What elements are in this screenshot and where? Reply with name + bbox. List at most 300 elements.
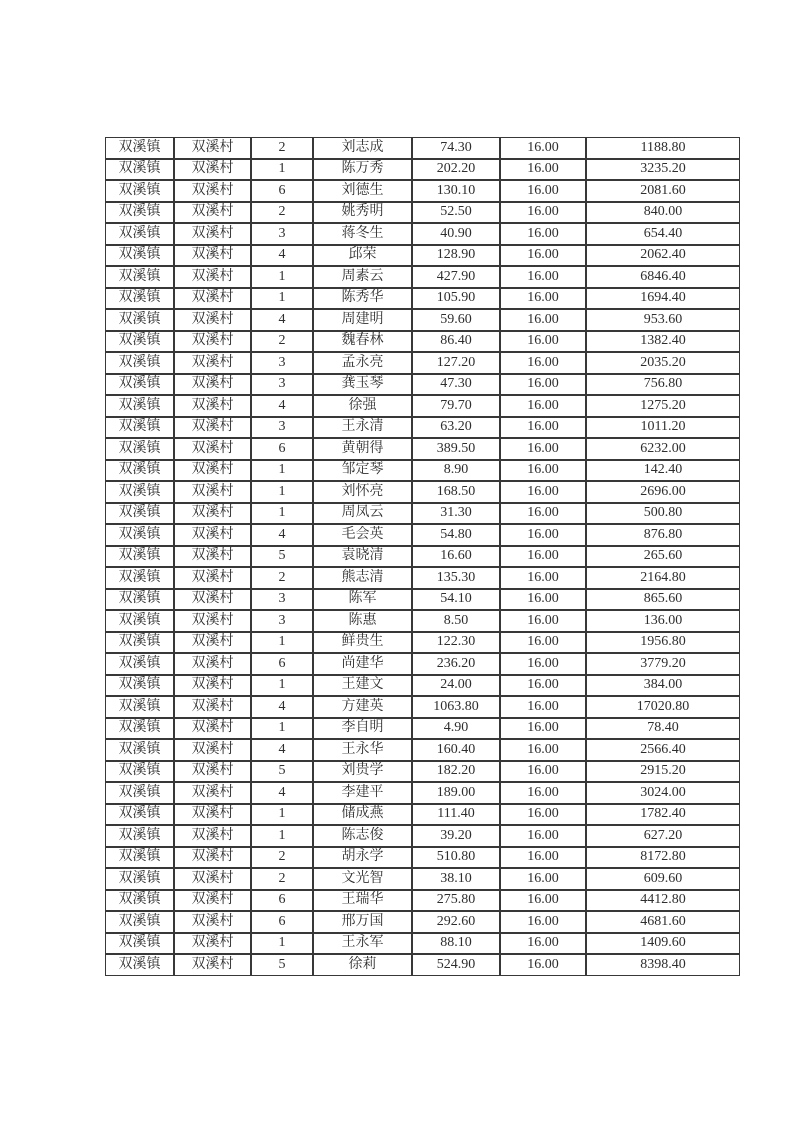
cell-town: 双溪镇	[105, 954, 174, 976]
cell-village: 双溪村	[174, 438, 251, 460]
table-row	[105, 438, 740, 460]
cell-household-count: 5	[251, 954, 313, 976]
cell-village: 双溪村	[174, 288, 251, 310]
cell-household-count: 6	[251, 911, 313, 933]
cell-village: 双溪村	[174, 503, 251, 525]
cell-town: 双溪镇	[105, 739, 174, 761]
cell-village: 双溪村	[174, 202, 251, 224]
table-row	[105, 761, 740, 783]
cell-total: 756.80	[586, 374, 740, 396]
cell-amount: 63.20	[412, 417, 500, 439]
table-row	[105, 524, 740, 546]
cell-rate: 16.00	[500, 782, 586, 804]
cell-town: 双溪镇	[105, 352, 174, 374]
table-row	[105, 417, 740, 439]
table-row	[105, 567, 740, 589]
cell-town: 双溪镇	[105, 202, 174, 224]
cell-amount: 74.30	[412, 137, 500, 159]
cell-amount: 88.10	[412, 933, 500, 955]
cell-name: 王瑞华	[313, 890, 412, 912]
cell-village: 双溪村	[174, 331, 251, 353]
cell-rate: 16.00	[500, 180, 586, 202]
table-row	[105, 933, 740, 955]
cell-rate: 16.00	[500, 675, 586, 697]
cell-rate: 16.00	[500, 245, 586, 267]
cell-rate: 16.00	[500, 137, 586, 159]
cell-amount: 8.90	[412, 460, 500, 482]
cell-name: 陈惠	[313, 610, 412, 632]
cell-household-count: 1	[251, 933, 313, 955]
cell-amount: 127.20	[412, 352, 500, 374]
cell-town: 双溪镇	[105, 159, 174, 181]
cell-village: 双溪村	[174, 804, 251, 826]
cell-town: 双溪镇	[105, 546, 174, 568]
cell-town: 双溪镇	[105, 868, 174, 890]
cell-rate: 16.00	[500, 438, 586, 460]
cell-household-count: 3	[251, 223, 313, 245]
cell-rate: 16.00	[500, 202, 586, 224]
table-row	[105, 675, 740, 697]
cell-town: 双溪镇	[105, 804, 174, 826]
cell-village: 双溪村	[174, 460, 251, 482]
cell-amount: 202.20	[412, 159, 500, 181]
cell-household-count: 6	[251, 653, 313, 675]
cell-village: 双溪村	[174, 954, 251, 976]
cell-name: 王建文	[313, 675, 412, 697]
payment-table-body	[105, 137, 740, 976]
cell-name: 李建平	[313, 782, 412, 804]
table-row	[105, 374, 740, 396]
cell-total: 17020.80	[586, 696, 740, 718]
table-row	[105, 847, 740, 869]
cell-rate: 16.00	[500, 890, 586, 912]
cell-town: 双溪镇	[105, 890, 174, 912]
table-row	[105, 546, 740, 568]
cell-town: 双溪镇	[105, 761, 174, 783]
cell-rate: 16.00	[500, 266, 586, 288]
cell-household-count: 6	[251, 890, 313, 912]
cell-town: 双溪镇	[105, 653, 174, 675]
cell-household-count: 2	[251, 868, 313, 890]
cell-village: 双溪村	[174, 718, 251, 740]
cell-village: 双溪村	[174, 546, 251, 568]
cell-amount: 24.00	[412, 675, 500, 697]
cell-total: 2915.20	[586, 761, 740, 783]
cell-amount: 16.60	[412, 546, 500, 568]
cell-household-count: 4	[251, 524, 313, 546]
cell-total: 6232.00	[586, 438, 740, 460]
cell-household-count: 1	[251, 804, 313, 826]
cell-household-count: 5	[251, 546, 313, 568]
cell-total: 265.60	[586, 546, 740, 568]
table-row	[105, 352, 740, 374]
cell-village: 双溪村	[174, 567, 251, 589]
cell-household-count: 2	[251, 331, 313, 353]
cell-town: 双溪镇	[105, 847, 174, 869]
table-row	[105, 632, 740, 654]
cell-village: 双溪村	[174, 137, 251, 159]
cell-name: 姚秀明	[313, 202, 412, 224]
cell-total: 1275.20	[586, 395, 740, 417]
cell-village: 双溪村	[174, 761, 251, 783]
cell-town: 双溪镇	[105, 180, 174, 202]
cell-total: 2566.40	[586, 739, 740, 761]
cell-rate: 16.00	[500, 546, 586, 568]
cell-rate: 16.00	[500, 503, 586, 525]
table-row	[105, 610, 740, 632]
cell-village: 双溪村	[174, 395, 251, 417]
table-row	[105, 288, 740, 310]
cell-household-count: 6	[251, 438, 313, 460]
cell-amount: 105.90	[412, 288, 500, 310]
cell-name: 邢万国	[313, 911, 412, 933]
cell-village: 双溪村	[174, 825, 251, 847]
table-row	[105, 202, 740, 224]
table-row	[105, 589, 740, 611]
cell-household-count: 4	[251, 696, 313, 718]
cell-household-count: 1	[251, 481, 313, 503]
cell-town: 双溪镇	[105, 782, 174, 804]
cell-total: 6846.40	[586, 266, 740, 288]
cell-total: 1694.40	[586, 288, 740, 310]
table-row	[105, 245, 740, 267]
cell-town: 双溪镇	[105, 524, 174, 546]
cell-amount: 47.30	[412, 374, 500, 396]
cell-name: 刘贵学	[313, 761, 412, 783]
cell-town: 双溪镇	[105, 610, 174, 632]
cell-rate: 16.00	[500, 718, 586, 740]
cell-amount: 40.90	[412, 223, 500, 245]
cell-household-count: 2	[251, 137, 313, 159]
cell-rate: 16.00	[500, 847, 586, 869]
cell-name: 王永清	[313, 417, 412, 439]
table-row	[105, 331, 740, 353]
cell-rate: 16.00	[500, 761, 586, 783]
cell-name: 周建明	[313, 309, 412, 331]
cell-household-count: 3	[251, 352, 313, 374]
cell-village: 双溪村	[174, 653, 251, 675]
cell-town: 双溪镇	[105, 331, 174, 353]
cell-rate: 16.00	[500, 804, 586, 826]
cell-name: 毛会英	[313, 524, 412, 546]
cell-town: 双溪镇	[105, 460, 174, 482]
table-row	[105, 804, 740, 826]
cell-household-count: 3	[251, 589, 313, 611]
cell-total: 1382.40	[586, 331, 740, 353]
cell-total: 136.00	[586, 610, 740, 632]
cell-name: 储成燕	[313, 804, 412, 826]
table-row	[105, 266, 740, 288]
cell-village: 双溪村	[174, 266, 251, 288]
cell-rate: 16.00	[500, 653, 586, 675]
cell-name: 龚玉琴	[313, 374, 412, 396]
cell-name: 徐强	[313, 395, 412, 417]
cell-rate: 16.00	[500, 696, 586, 718]
table-row	[105, 395, 740, 417]
cell-village: 双溪村	[174, 524, 251, 546]
cell-amount: 39.20	[412, 825, 500, 847]
cell-household-count: 1	[251, 288, 313, 310]
table-row	[105, 481, 740, 503]
cell-town: 双溪镇	[105, 309, 174, 331]
cell-village: 双溪村	[174, 933, 251, 955]
cell-amount: 31.30	[412, 503, 500, 525]
cell-amount: 427.90	[412, 266, 500, 288]
cell-total: 4681.60	[586, 911, 740, 933]
cell-rate: 16.00	[500, 395, 586, 417]
cell-household-count: 4	[251, 782, 313, 804]
cell-rate: 16.00	[500, 739, 586, 761]
cell-household-count: 4	[251, 309, 313, 331]
cell-amount: 59.60	[412, 309, 500, 331]
cell-total: 3235.20	[586, 159, 740, 181]
cell-amount: 38.10	[412, 868, 500, 890]
cell-total: 2164.80	[586, 567, 740, 589]
cell-household-count: 1	[251, 825, 313, 847]
cell-name: 王永华	[313, 739, 412, 761]
cell-amount: 54.80	[412, 524, 500, 546]
cell-name: 黄朝得	[313, 438, 412, 460]
table-row	[105, 868, 740, 890]
cell-amount: 510.80	[412, 847, 500, 869]
payment-table	[105, 137, 740, 976]
cell-village: 双溪村	[174, 352, 251, 374]
cell-household-count: 2	[251, 202, 313, 224]
cell-village: 双溪村	[174, 159, 251, 181]
cell-name: 刘德生	[313, 180, 412, 202]
cell-rate: 16.00	[500, 632, 586, 654]
cell-rate: 16.00	[500, 589, 586, 611]
table-row	[105, 309, 740, 331]
cell-household-count: 3	[251, 374, 313, 396]
cell-name: 文光智	[313, 868, 412, 890]
cell-total: 8172.80	[586, 847, 740, 869]
cell-name: 熊志清	[313, 567, 412, 589]
cell-total: 142.40	[586, 460, 740, 482]
cell-name: 方建英	[313, 696, 412, 718]
cell-name: 李自明	[313, 718, 412, 740]
cell-total: 953.60	[586, 309, 740, 331]
cell-name: 孟永亮	[313, 352, 412, 374]
cell-name: 魏春林	[313, 331, 412, 353]
cell-name: 邹定琴	[313, 460, 412, 482]
cell-household-count: 4	[251, 245, 313, 267]
cell-name: 刘怀亮	[313, 481, 412, 503]
cell-total: 384.00	[586, 675, 740, 697]
cell-name: 王永军	[313, 933, 412, 955]
cell-amount: 189.00	[412, 782, 500, 804]
cell-household-count: 6	[251, 180, 313, 202]
cell-amount: 389.50	[412, 438, 500, 460]
cell-total: 500.80	[586, 503, 740, 525]
cell-total: 1782.40	[586, 804, 740, 826]
cell-total: 3779.20	[586, 653, 740, 675]
cell-household-count: 2	[251, 847, 313, 869]
cell-town: 双溪镇	[105, 417, 174, 439]
cell-total: 8398.40	[586, 954, 740, 976]
cell-amount: 79.70	[412, 395, 500, 417]
cell-total: 1956.80	[586, 632, 740, 654]
cell-name: 陈秀华	[313, 288, 412, 310]
cell-village: 双溪村	[174, 696, 251, 718]
table-row	[105, 223, 740, 245]
table-row	[105, 782, 740, 804]
cell-town: 双溪镇	[105, 395, 174, 417]
cell-village: 双溪村	[174, 675, 251, 697]
cell-village: 双溪村	[174, 481, 251, 503]
cell-village: 双溪村	[174, 890, 251, 912]
cell-total: 2696.00	[586, 481, 740, 503]
cell-town: 双溪镇	[105, 589, 174, 611]
table-row	[105, 696, 740, 718]
table-row	[105, 739, 740, 761]
cell-household-count: 4	[251, 395, 313, 417]
cell-name: 鲜贵生	[313, 632, 412, 654]
cell-village: 双溪村	[174, 782, 251, 804]
cell-amount: 86.40	[412, 331, 500, 353]
cell-town: 双溪镇	[105, 911, 174, 933]
table-row	[105, 718, 740, 740]
cell-village: 双溪村	[174, 589, 251, 611]
cell-rate: 16.00	[500, 933, 586, 955]
cell-amount: 135.30	[412, 567, 500, 589]
cell-total: 3024.00	[586, 782, 740, 804]
cell-household-count: 2	[251, 567, 313, 589]
cell-household-count: 1	[251, 159, 313, 181]
cell-rate: 16.00	[500, 288, 586, 310]
cell-town: 双溪镇	[105, 288, 174, 310]
cell-town: 双溪镇	[105, 632, 174, 654]
cell-household-count: 5	[251, 761, 313, 783]
cell-amount: 1063.80	[412, 696, 500, 718]
cell-village: 双溪村	[174, 868, 251, 890]
cell-amount: 160.40	[412, 739, 500, 761]
cell-name: 陈万秀	[313, 159, 412, 181]
cell-amount: 236.20	[412, 653, 500, 675]
cell-amount: 4.90	[412, 718, 500, 740]
cell-rate: 16.00	[500, 524, 586, 546]
cell-village: 双溪村	[174, 847, 251, 869]
cell-household-count: 1	[251, 718, 313, 740]
cell-village: 双溪村	[174, 610, 251, 632]
cell-name: 刘志成	[313, 137, 412, 159]
cell-amount: 52.50	[412, 202, 500, 224]
cell-total: 2081.60	[586, 180, 740, 202]
cell-total: 4412.80	[586, 890, 740, 912]
cell-amount: 292.60	[412, 911, 500, 933]
cell-household-count: 1	[251, 675, 313, 697]
cell-amount: 168.50	[412, 481, 500, 503]
cell-village: 双溪村	[174, 309, 251, 331]
cell-amount: 122.30	[412, 632, 500, 654]
table-row	[105, 653, 740, 675]
cell-household-count: 3	[251, 610, 313, 632]
table-row	[105, 825, 740, 847]
cell-town: 双溪镇	[105, 223, 174, 245]
cell-village: 双溪村	[174, 417, 251, 439]
cell-total: 840.00	[586, 202, 740, 224]
cell-total: 78.40	[586, 718, 740, 740]
cell-total: 1409.60	[586, 933, 740, 955]
cell-name: 邱荣	[313, 245, 412, 267]
cell-name: 胡永学	[313, 847, 412, 869]
cell-amount: 130.10	[412, 180, 500, 202]
cell-village: 双溪村	[174, 632, 251, 654]
cell-household-count: 4	[251, 739, 313, 761]
cell-amount: 275.80	[412, 890, 500, 912]
cell-total: 627.20	[586, 825, 740, 847]
cell-town: 双溪镇	[105, 696, 174, 718]
cell-rate: 16.00	[500, 825, 586, 847]
cell-amount: 524.90	[412, 954, 500, 976]
cell-amount: 111.40	[412, 804, 500, 826]
cell-rate: 16.00	[500, 331, 586, 353]
cell-town: 双溪镇	[105, 245, 174, 267]
cell-town: 双溪镇	[105, 825, 174, 847]
cell-village: 双溪村	[174, 374, 251, 396]
cell-rate: 16.00	[500, 417, 586, 439]
table-row	[105, 890, 740, 912]
cell-village: 双溪村	[174, 739, 251, 761]
cell-household-count: 1	[251, 632, 313, 654]
cell-town: 双溪镇	[105, 137, 174, 159]
cell-rate: 16.00	[500, 223, 586, 245]
cell-town: 双溪镇	[105, 503, 174, 525]
table-row	[105, 954, 740, 976]
cell-household-count: 1	[251, 503, 313, 525]
table-row	[105, 911, 740, 933]
cell-village: 双溪村	[174, 911, 251, 933]
cell-rate: 16.00	[500, 911, 586, 933]
cell-household-count: 1	[251, 266, 313, 288]
cell-rate: 16.00	[500, 954, 586, 976]
cell-household-count: 1	[251, 460, 313, 482]
cell-name: 袁晓清	[313, 546, 412, 568]
cell-town: 双溪镇	[105, 718, 174, 740]
cell-rate: 16.00	[500, 374, 586, 396]
cell-name: 尚建华	[313, 653, 412, 675]
cell-name: 陈志俊	[313, 825, 412, 847]
cell-total: 865.60	[586, 589, 740, 611]
cell-rate: 16.00	[500, 481, 586, 503]
cell-town: 双溪镇	[105, 438, 174, 460]
cell-amount: 54.10	[412, 589, 500, 611]
cell-total: 609.60	[586, 868, 740, 890]
cell-rate: 16.00	[500, 352, 586, 374]
cell-town: 双溪镇	[105, 374, 174, 396]
cell-rate: 16.00	[500, 159, 586, 181]
cell-total: 654.40	[586, 223, 740, 245]
cell-amount: 182.20	[412, 761, 500, 783]
cell-household-count: 3	[251, 417, 313, 439]
cell-rate: 16.00	[500, 460, 586, 482]
cell-amount: 8.50	[412, 610, 500, 632]
table-row	[105, 503, 740, 525]
cell-amount: 128.90	[412, 245, 500, 267]
cell-name: 陈军	[313, 589, 412, 611]
cell-name: 周凤云	[313, 503, 412, 525]
cell-rate: 16.00	[500, 567, 586, 589]
cell-total: 2035.20	[586, 352, 740, 374]
cell-name: 周素云	[313, 266, 412, 288]
cell-town: 双溪镇	[105, 675, 174, 697]
cell-total: 2062.40	[586, 245, 740, 267]
cell-village: 双溪村	[174, 223, 251, 245]
table-row	[105, 460, 740, 482]
cell-town: 双溪镇	[105, 933, 174, 955]
cell-town: 双溪镇	[105, 567, 174, 589]
cell-rate: 16.00	[500, 309, 586, 331]
